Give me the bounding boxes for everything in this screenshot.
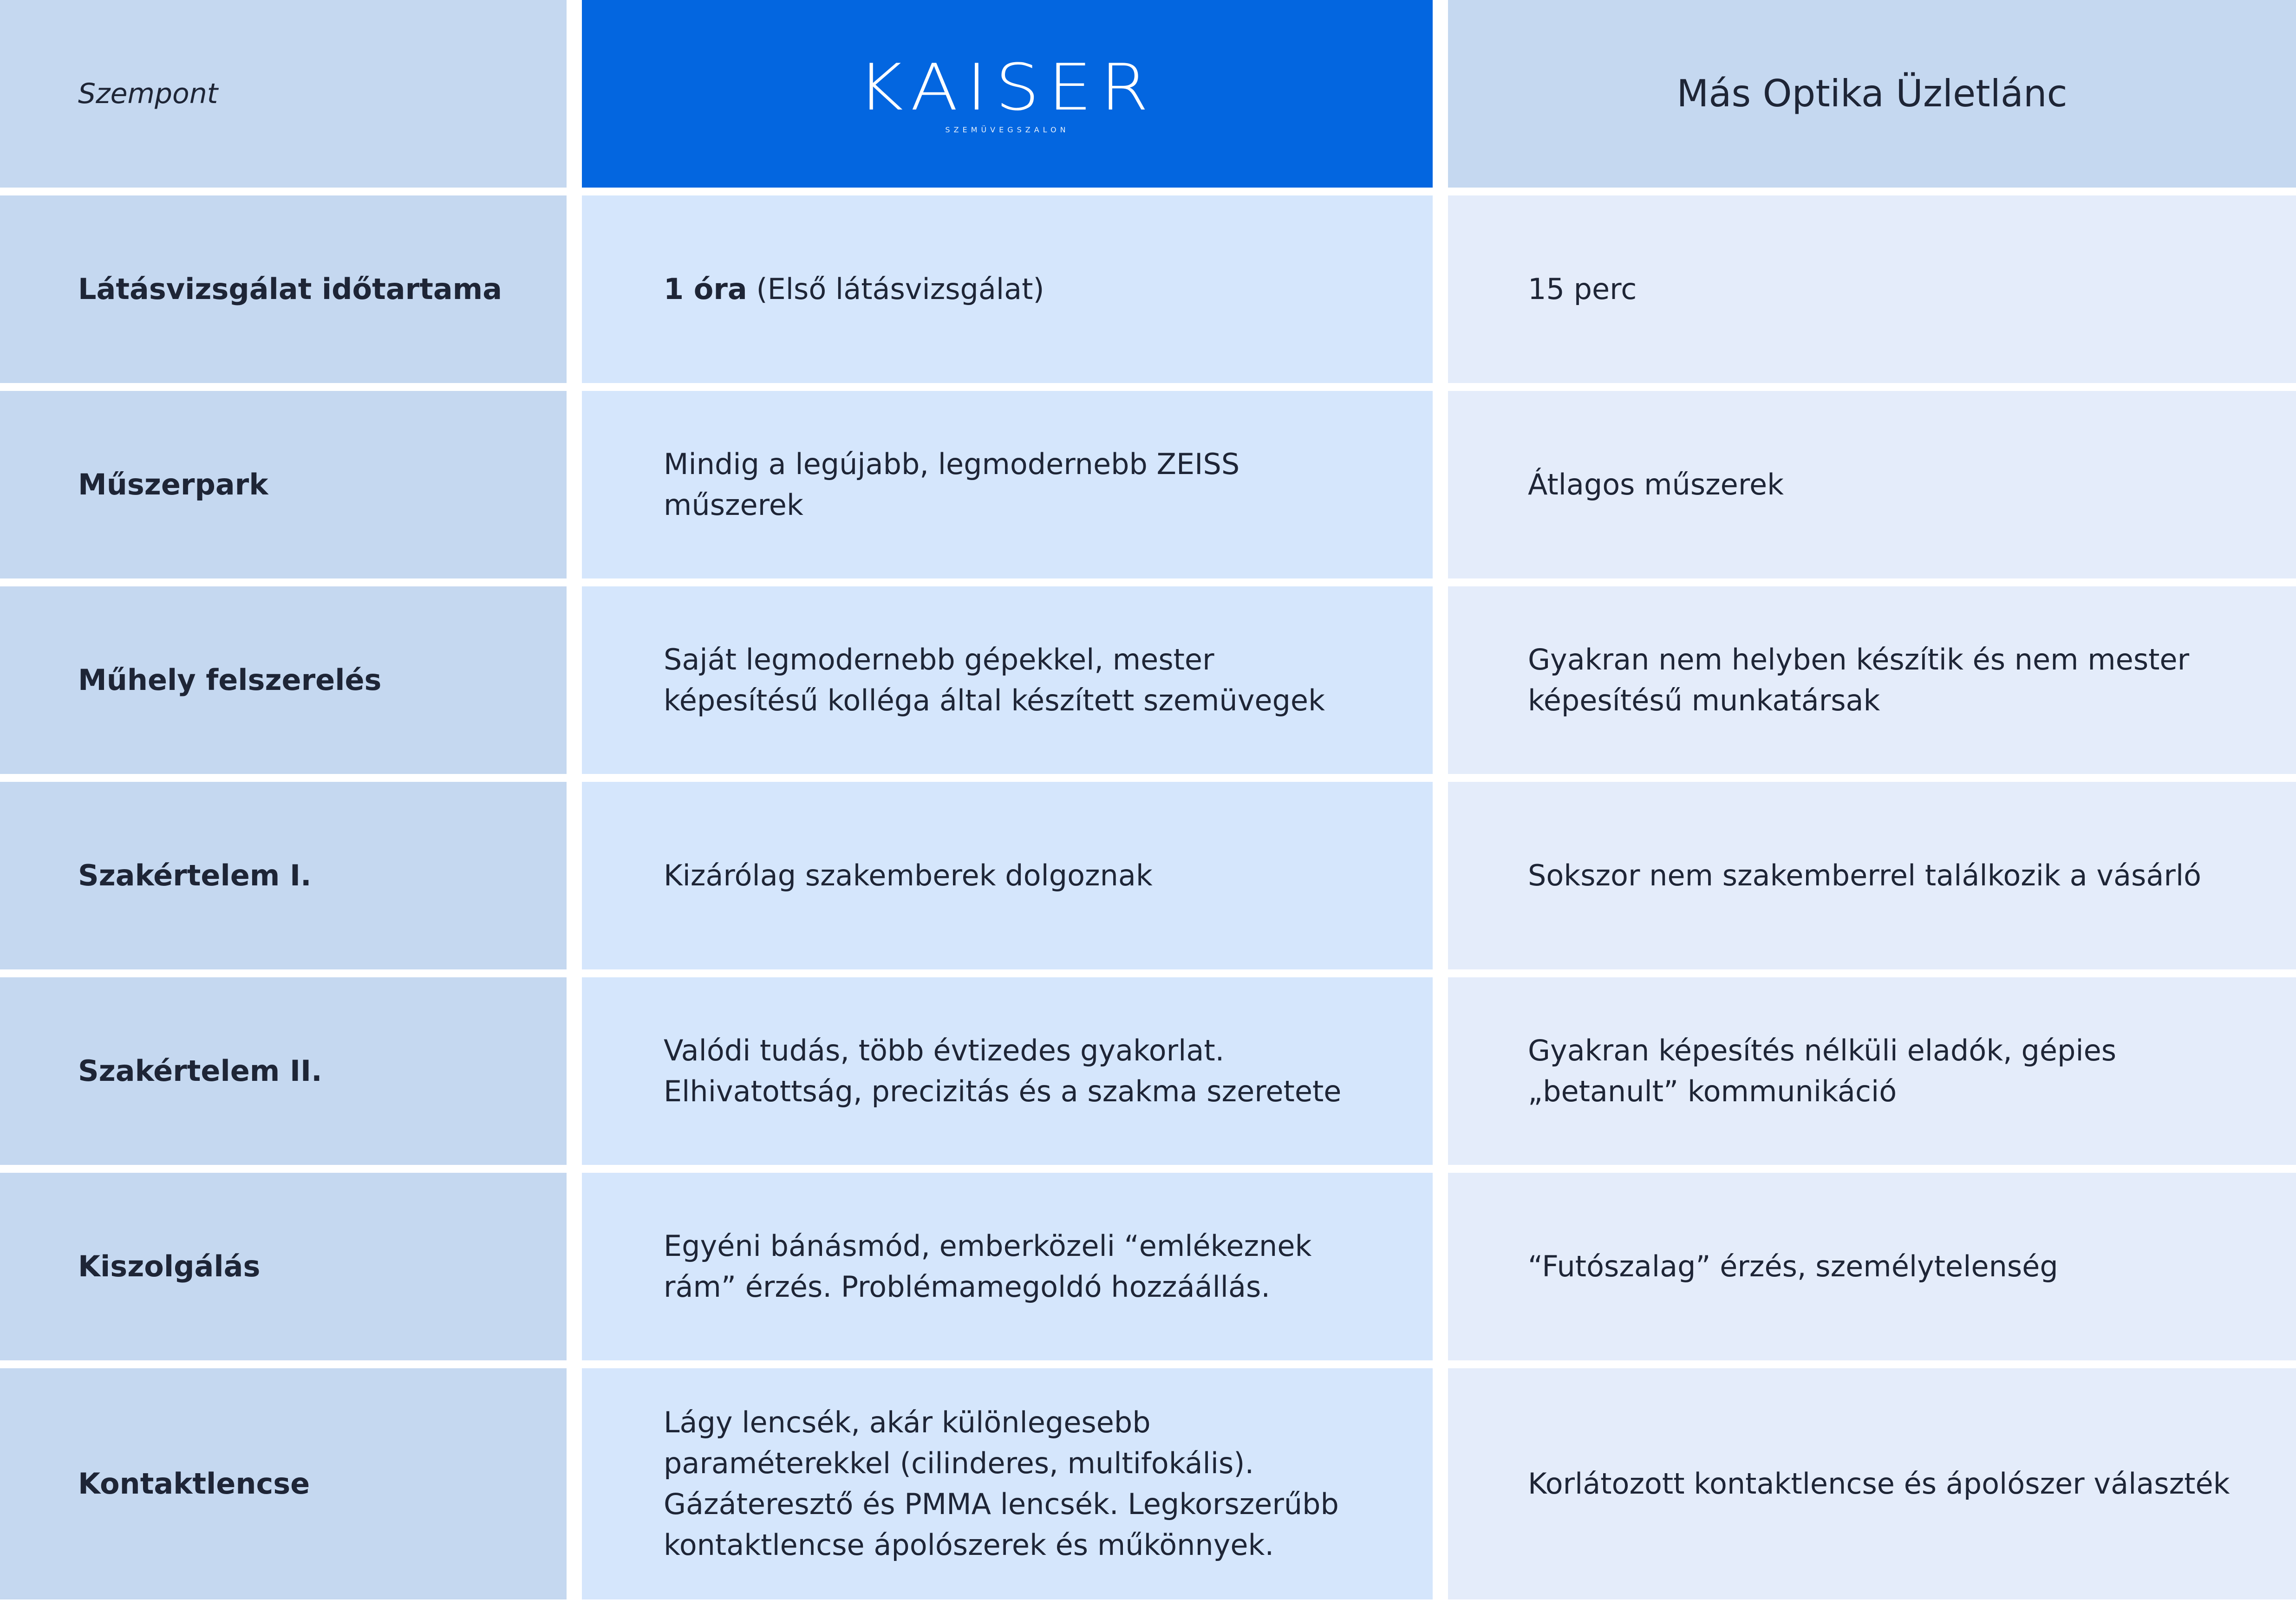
- kaiser-cell: [582, 195, 1433, 383]
- other-text: Gyakran nem helyben készítik és nem mester képesítésű munkatársak: [1528, 643, 2190, 717]
- kaiser-text: Mindig a legújabb, legmodernebb ZEISS műszerek: [664, 447, 1240, 522]
- kaiser-text: Kizárólag szakemberek dolgoznak: [664, 858, 1153, 892]
- other-header-label: Más Optika Üzletlánc: [1676, 72, 2068, 115]
- other-text: Gyakran képesítés nélküli eladók, gépies „betanult” kommunikáció: [1528, 1034, 2117, 1108]
- kaiser-highlight: 1 óra: [664, 272, 747, 306]
- other-text: Átlagos műszerek: [1528, 468, 1784, 501]
- other-cell: [1448, 1368, 2296, 1599]
- other-text: Korlátozott kontaktlencse és ápolószer választék: [1528, 1467, 2230, 1501]
- other-text: 15 perc: [1528, 272, 1637, 306]
- kaiser-cell: [582, 977, 1433, 1165]
- other-cell: [1448, 977, 2296, 1165]
- kaiser-cell: [582, 586, 1433, 774]
- criteria-label: Szakértelem II.: [78, 1054, 322, 1088]
- other-cell: [1448, 1173, 2296, 1360]
- kaiser-text: (Első látásvizsgálat): [747, 272, 1044, 306]
- kaiser-cell: [582, 391, 1433, 578]
- other-cell: [1448, 586, 2296, 774]
- criteria-label: Műhely felszerelés: [78, 663, 382, 697]
- criteria-cell: [0, 586, 567, 774]
- criteria-header: [0, 0, 567, 188]
- criteria-label: Látásvizsgálat időtartama: [78, 272, 502, 306]
- kaiser-logo: KAISER: [857, 50, 1157, 125]
- kaiser-cell: [582, 1368, 1433, 1599]
- criteria-cell: [0, 1173, 567, 1360]
- other-cell: [1448, 195, 2296, 383]
- kaiser-text: Egyéni bánásmód, emberközeli “emlékeznek rám” érzés. Problémamegoldó hozzáállás.: [664, 1229, 1312, 1304]
- other-text: Sokszor nem szakemberrel találkozik a vásárló: [1528, 858, 2201, 892]
- criteria-cell: [0, 391, 567, 578]
- kaiser-cell: [582, 1173, 1433, 1360]
- kaiser-text: Lágy lencsék, akár különlegesebb paraméterekkel (cilinderes, multifokális). Gázáteresztő és PMMA lencsék. Legkorszerűbb kontaktlencse ápolószerek és műkönnyek.: [664, 1405, 1339, 1562]
- criteria-cell: [0, 1368, 567, 1599]
- criteria-cell: [0, 977, 567, 1165]
- criteria-label: Szakértelem I.: [78, 858, 312, 892]
- criteria-header-label: Szempont: [78, 78, 218, 110]
- criteria-label: Műszerpark: [78, 468, 268, 501]
- other-cell: [1448, 391, 2296, 578]
- criteria-cell: [0, 782, 567, 969]
- other-text: “Futószalag” érzés, személytelenség: [1528, 1249, 2058, 1283]
- kaiser-text: Valódi tudás, több évtizedes gyakorlat. Elhivatottság, precizitás és a szakma szeretete: [664, 1034, 1342, 1108]
- kaiser-header: [582, 0, 1433, 188]
- kaiser-logo-subtitle: SZEMÜVEGSZALON: [945, 125, 1070, 134]
- kaiser-text: Saját legmodernebb gépekkel, mester képesítésű kolléga által készített szemüvegek: [664, 643, 1325, 717]
- other-cell: [1448, 782, 2296, 969]
- criteria-cell: [0, 195, 567, 383]
- criteria-label: Kiszolgálás: [78, 1249, 261, 1283]
- other-header: [1448, 0, 2296, 188]
- criteria-label: Kontaktlencse: [78, 1467, 310, 1501]
- kaiser-cell: [582, 782, 1433, 969]
